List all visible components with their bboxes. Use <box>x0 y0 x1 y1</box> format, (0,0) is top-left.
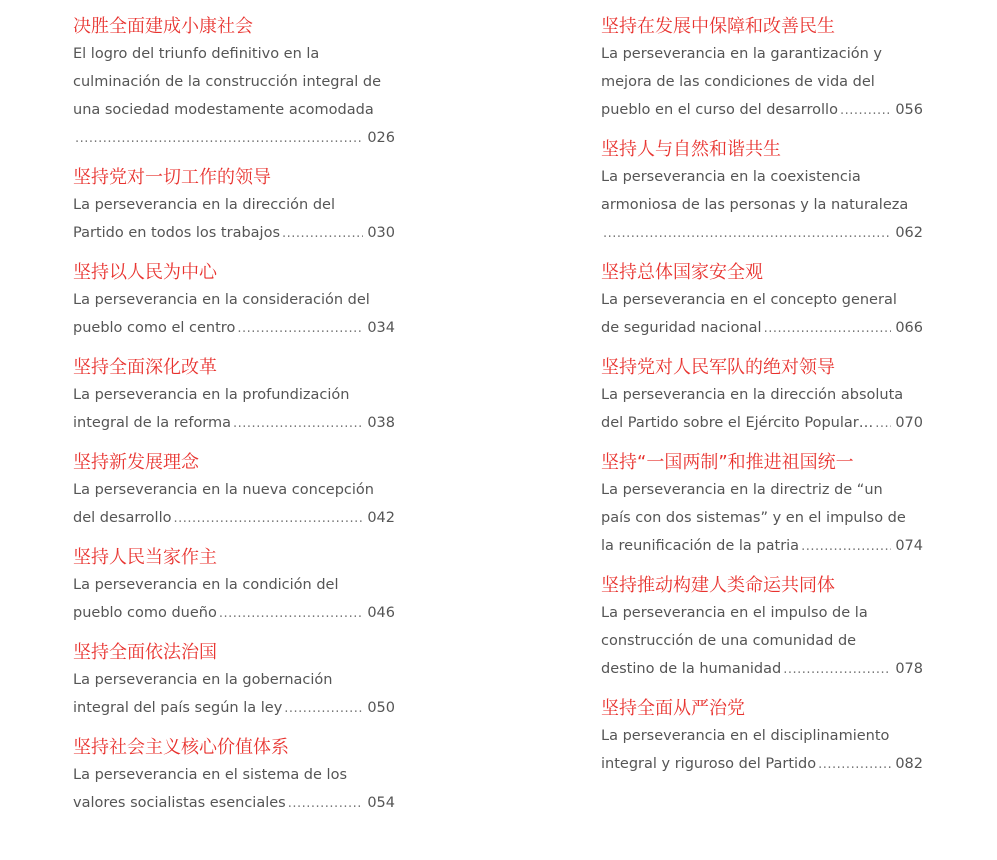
subtitle-line: La perseverancia en la consideración del <box>73 292 370 308</box>
subtitle-line: Partido en todos los trabajos <box>73 225 280 241</box>
subtitle-line: construcción de una comunidad de <box>601 633 857 649</box>
toc-entry-title: 坚持推动构建人类命运共同体 <box>601 575 835 596</box>
toc-entry-title: 坚持人与自然和谐共生 <box>601 139 781 160</box>
subtitle-line: La perseverancia en la profundización <box>73 387 350 403</box>
toc-leader-line <box>73 124 395 152</box>
toc-entry[interactable] <box>601 573 923 683</box>
subtitle-line: El logro del triunfo definitivo en la <box>73 46 320 62</box>
subtitle-line: integral de la reforma <box>73 415 232 431</box>
subtitle-line: La perseverancia en el concepto general <box>601 292 897 308</box>
toc-entry-subtitle <box>601 163 923 247</box>
toc-leader-line <box>73 789 395 817</box>
toc-entry-title: 坚持在发展中保障和改善民生 <box>601 16 835 37</box>
page-number: 054 <box>367 795 395 811</box>
toc-leader-line <box>73 219 395 247</box>
subtitle-line: mejora de las condiciones de vida del <box>601 74 875 90</box>
toc-entry-title: 坚持全面深化改革 <box>73 357 217 378</box>
page-number: 042 <box>367 510 395 526</box>
toc-entry-title: 坚持新发展理念 <box>73 452 199 473</box>
dot-leader <box>783 656 891 684</box>
dot-leader <box>219 600 363 628</box>
subtitle-line: La perseverancia en la dirección absoluta <box>601 387 904 403</box>
page-number: 030 <box>367 225 395 241</box>
toc-entry[interactable] <box>601 137 923 247</box>
toc-entry-title: 坚持全面从严治党 <box>601 698 745 719</box>
subtitle-line: La perseverancia en la condición del <box>73 577 339 593</box>
page-number: 082 <box>895 756 923 772</box>
toc-entry[interactable] <box>73 260 395 342</box>
page-number: 062 <box>895 225 923 241</box>
dot-leader <box>284 695 363 723</box>
subtitle-line: La perseverancia en la garantización y <box>601 46 883 62</box>
toc-leader-line <box>73 409 395 437</box>
dot-leader <box>840 97 891 125</box>
dot-leader <box>603 220 891 248</box>
subtitle-line: armoniosa de las personas y la naturaleza <box>601 197 909 213</box>
page-number: 074 <box>895 538 923 554</box>
toc-entry-subtitle <box>73 666 395 722</box>
subtitle-line: la reunificación de la patria <box>601 538 800 554</box>
toc-entry-subtitle <box>73 761 395 817</box>
dot-leader <box>282 220 363 248</box>
dot-leader <box>173 505 363 533</box>
toc-entry-subtitle <box>73 191 395 247</box>
toc-leader-line <box>601 96 923 124</box>
subtitle-line: La perseverancia en la directriz de “un <box>601 482 883 498</box>
subtitle-line: pueblo como dueño <box>73 605 217 621</box>
page-number: 056 <box>895 102 923 118</box>
toc-entry-title: 坚持社会主义核心价值体系 <box>73 737 289 758</box>
dot-leader <box>818 751 891 779</box>
subtitle-line: del Partido sobre el Ejército Popular… <box>601 415 874 431</box>
page-number: 050 <box>367 700 395 716</box>
subtitle-line: La perseverancia en el impulso de la <box>601 605 868 621</box>
subtitle-line: pueblo como el centro <box>73 320 236 336</box>
subtitle-line: La perseverancia en el disciplinamiento <box>601 728 890 744</box>
toc-entry-title: 坚持人民当家作主 <box>73 547 217 568</box>
subtitle-line: una sociedad modestamente acomodada <box>73 102 374 118</box>
toc-column-left <box>73 14 395 830</box>
page-number: 046 <box>367 605 395 621</box>
page-number: 034 <box>367 320 395 336</box>
toc-entry[interactable] <box>601 260 923 342</box>
toc-entry-subtitle <box>73 286 395 342</box>
toc-entry[interactable] <box>601 696 923 778</box>
dot-leader <box>801 533 891 561</box>
toc-entry[interactable] <box>601 450 923 560</box>
page-number: 078 <box>895 661 923 677</box>
toc-entry[interactable] <box>601 14 923 124</box>
toc-entry[interactable] <box>73 545 395 627</box>
toc-leader-line <box>601 409 923 437</box>
toc-entry-subtitle <box>601 286 923 342</box>
subtitle-line: valores socialistas esenciales <box>73 795 286 811</box>
subtitle-line: integral y riguroso del Partido <box>601 756 817 772</box>
subtitle-line: La perseverancia en la dirección del <box>73 197 336 213</box>
page-number: 070 <box>895 415 923 431</box>
toc-entry[interactable] <box>73 355 395 437</box>
toc-entry-subtitle <box>73 40 395 152</box>
toc-entry-title: 决胜全面建成小康社会 <box>73 16 253 37</box>
subtitle-line: pueblo en el curso del desarrollo <box>601 102 838 118</box>
dot-leader <box>237 315 363 343</box>
toc-entry[interactable] <box>73 165 395 247</box>
dot-leader <box>233 410 363 438</box>
toc-entry[interactable] <box>73 735 395 817</box>
page-number: 066 <box>895 320 923 336</box>
dot-leader <box>875 410 891 438</box>
subtitle-line: La perseverancia en la coexistencia <box>601 169 861 185</box>
subtitle-line: La perseverancia en la gobernación <box>73 672 333 688</box>
toc-entry-subtitle <box>601 722 923 778</box>
toc-leader-line <box>601 219 923 247</box>
toc-entry-subtitle <box>73 476 395 532</box>
toc-entry-title: 坚持“一国两制”和推进祖国统一 <box>601 452 854 473</box>
toc-leader-line <box>601 314 923 342</box>
dot-leader <box>288 790 364 818</box>
toc-entry-subtitle <box>601 599 923 683</box>
toc-leader-line <box>601 655 923 683</box>
toc-entry-subtitle <box>73 571 395 627</box>
toc-leader-line <box>601 750 923 778</box>
toc-entry-title: 坚持党对一切工作的领导 <box>73 167 271 188</box>
toc-entry-title: 坚持全面依法治国 <box>73 642 217 663</box>
dot-leader <box>764 315 892 343</box>
subtitle-line: integral del país según la ley <box>73 700 283 716</box>
subtitle-line: país con dos sistemas” y en el impulso de <box>601 510 906 526</box>
subtitle-line: La perseverancia en el sistema de los <box>73 767 347 783</box>
page-number: 038 <box>367 415 395 431</box>
subtitle-line: de seguridad nacional <box>601 320 762 336</box>
subtitle-line: La perseverancia en la nueva concepción <box>73 482 374 498</box>
toc-entry-title: 坚持以人民为中心 <box>73 262 217 283</box>
toc-column-right <box>601 14 923 791</box>
toc-entry[interactable] <box>601 355 923 437</box>
subtitle-line: destino de la humanidad <box>601 661 782 677</box>
dot-leader <box>75 125 363 153</box>
toc-entry-title: 坚持总体国家安全观 <box>601 262 763 283</box>
toc-entry-subtitle <box>73 381 395 437</box>
toc-entry[interactable] <box>73 640 395 722</box>
toc-leader-line <box>73 504 395 532</box>
toc-entry[interactable] <box>73 450 395 532</box>
toc-entry-subtitle <box>601 381 923 437</box>
toc-entry-subtitle <box>601 476 923 560</box>
toc-entry-subtitle <box>601 40 923 124</box>
page-number: 026 <box>367 130 395 146</box>
toc-leader-line <box>73 314 395 342</box>
toc-entry[interactable] <box>73 14 395 152</box>
toc-entry-title: 坚持党对人民军队的绝对领导 <box>601 357 835 378</box>
subtitle-line: del desarrollo <box>73 510 172 526</box>
toc-leader-line <box>73 599 395 627</box>
toc-leader-line <box>73 694 395 722</box>
toc-leader-line <box>601 532 923 560</box>
subtitle-line: culminación de la construcción integral de <box>73 74 382 90</box>
